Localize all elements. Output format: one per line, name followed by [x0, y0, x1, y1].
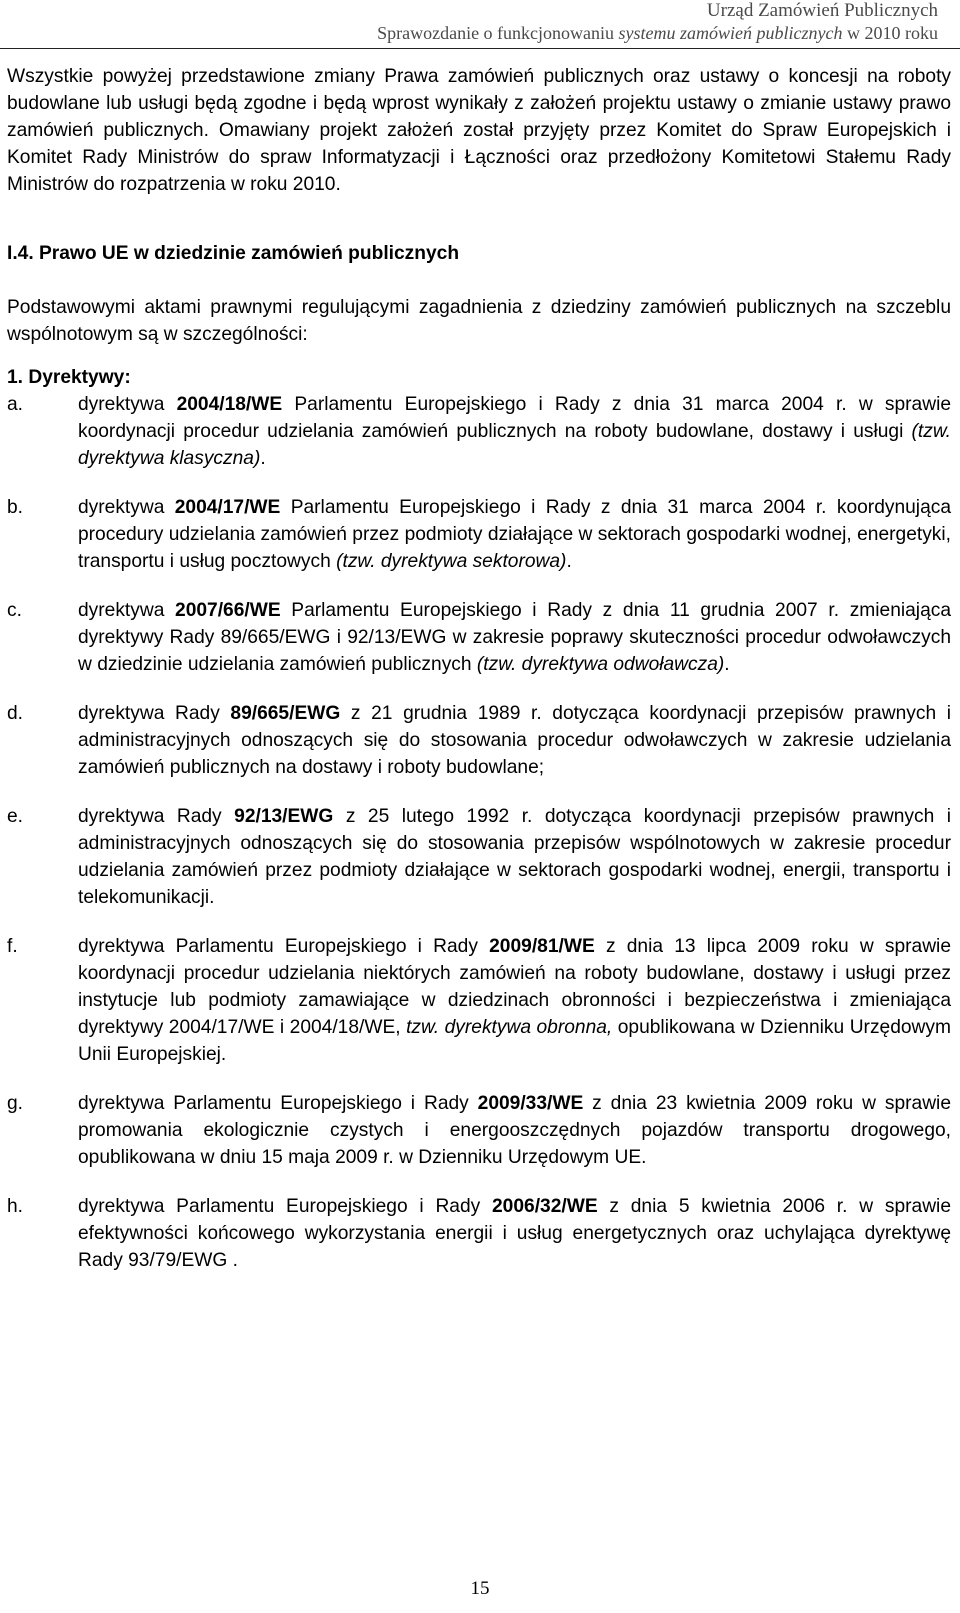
list-item-text: dyrektywa Parlamentu Europejskiego i Rady — [78, 1196, 493, 1217]
list-item-text: Parlamentu Europejskiego i Rady z dnia 31 marca 2004 r. w sprawie koordynacji procedur udzielania zamówień publicznych na roboty budowlane, dostawy i usługi — [78, 394, 951, 442]
list-item — [7, 700, 951, 781]
list-item-marker: c. — [7, 600, 22, 621]
directive-number: 92/13/EWG — [234, 806, 334, 827]
list-item-text: . — [724, 654, 730, 675]
header-report-title-c: w 2010 roku — [842, 23, 938, 43]
list-item — [7, 933, 951, 1068]
section-heading: I.4. Prawo UE w dziedzinie zamówień publicznych — [7, 243, 460, 264]
directives-list — [7, 391, 951, 1274]
directive-nickname: tzw. dyrektywa obronna, — [406, 1017, 613, 1038]
list-item-text: . — [566, 551, 572, 572]
list-item-text: dyrektywa Rady — [78, 703, 231, 724]
list-item-text: opublikowana w Dzienniku Urzędowym Unii Europejskiej. — [78, 1017, 951, 1065]
list-item-text: z dnia 5 kwietnia 2006 r. w sprawie efektywności końcowego wykorzystania energii i usług energetycznych oraz uchylająca dyrektywę Rady 93/79/EWG . — [78, 1196, 951, 1271]
directive-number: 2004/17/WE — [174, 497, 281, 518]
directive-number: 2004/18/WE — [176, 394, 283, 415]
list-item-text: dyrektywa Parlamentu Europejskiego i Rady — [78, 936, 490, 957]
list-item-text: dyrektywa Rady — [78, 806, 235, 827]
document-body — [7, 63, 951, 1274]
list-item-text: Parlamentu Europejskiego i Rady z dnia 31 marca 2004 r. koordynująca procedury udzielania zamówień przez podmioty działające w sektorach gospodarki wodnej, energetyki, transportu i usług pocztowych — [78, 497, 952, 572]
list-item — [7, 1090, 951, 1171]
list-item — [7, 391, 951, 472]
list-item-marker: g. — [7, 1093, 24, 1114]
list-item-text: z 25 lutego 1992 r. dotycząca koordynacji przepisów prawnych i administracyjnych odnoszących się do stosowania przepisów wspólnotowych w zakresie procedur udzielania zamówień przez podmioty działające w sektorach gospodarki wodnej, energii, transportu i telekomunikacji. — [78, 806, 952, 908]
list-item-marker: e. — [7, 806, 24, 827]
intro-paragraph: Wszystkie powyżej przedstawione zmiany Prawa zamówień publicznych oraz ustawy o koncesji na roboty budowlane lub usługi będą zgodne i będą wprost wynikały z założeń projektu ustawy o zmianie ustawy prawo zamówień publicznych. Omawiany projekt założeń został przyjęty przez Komitet do Spraw Europejskich i Komitet Rady Ministrów do spraw Informatyzacji i Łączności oraz przedłożony Komitetowi Stałemu Rady Ministrów do rozpatrzenia w roku 2010. — [7, 66, 951, 195]
page-number: 15 — [470, 1578, 490, 1599]
header-report-title-b: systemu zamówień publicznych — [618, 23, 843, 43]
page-header — [377, 0, 938, 44]
list-item-marker: f. — [7, 936, 18, 957]
directive-number: 2006/32/WE — [492, 1196, 598, 1217]
list-item-text: Parlamentu Europejskiego i Rady z dnia 11 grudnia 2007 r. zmieniająca dyrektywy Rady 89/665/EWG i 92/13/EWG w zakresie poprawy skuteczności procedur odwoławczych w dziedzinie udzielania zamówień publicznych — [78, 600, 952, 675]
list-item-text: z 21 grudnia 1989 r. dotycząca koordynacji przepisów prawnych i administracyjnych odnoszących się do stosowania procedur odwoławczych w zakresie udzielania zamówień publicznych na dostawy i roboty budowlane; — [78, 703, 952, 778]
directive-nickname: (tzw. dyrektywa odwoławcza) — [476, 654, 725, 675]
header-report-title — [377, 22, 938, 44]
list-item — [7, 1193, 951, 1274]
list-item-text: dyrektywa — [78, 600, 176, 621]
list-item-text: dyrektywa — [78, 394, 177, 415]
list-item-marker: h. — [7, 1196, 24, 1217]
list-item-text: z dnia 13 lipca 2009 roku w sprawie koordynacji procedur udzielania niektórych zamówień na roboty budowlane, dostawy i usługi przez instytucje lub podmioty zamawiające w dziedzinach obronności i bezpieczeństwa i zmieniająca dyrektywy 2004/17/WE i 2004/18/WE, — [78, 936, 951, 1038]
list-item-text: dyrektywa Parlamentu Europejskiego i Rady — [78, 1093, 478, 1114]
list-item-text: z dnia 23 kwietnia 2009 roku w sprawie promowania ekologicznie czystych i energooszczędnych pojazdów transportu drogowego, opublikowana w dniu 15 maja 2009 r. w Dzienniku Urzędowym UE. — [78, 1093, 951, 1168]
directive-number: 2007/66/WE — [175, 600, 281, 621]
list-item-marker: b. — [7, 497, 24, 518]
list-item-marker: a. — [7, 394, 24, 415]
directive-nickname: (tzw. dyrektywa klasyczna) — [78, 421, 951, 469]
header-rule — [0, 48, 960, 49]
list-item-marker: d. — [7, 703, 24, 724]
list-item — [7, 803, 951, 911]
list-item-text: dyrektywa — [78, 497, 175, 518]
header-institution: Urząd Zamówień Publicznych — [706, 0, 938, 21]
directive-number: 2009/33/WE — [477, 1093, 584, 1114]
directives-list-heading: 1. Dyrektywy: — [7, 367, 131, 388]
list-item — [7, 494, 951, 575]
directive-number: 89/665/EWG — [230, 703, 341, 724]
list-item-text: . — [260, 448, 266, 469]
section-lead-paragraph: Podstawowymi aktami prawnymi regulującymi zagadnienia z dziedziny zamówień publicznych na szczeblu wspólnotowym są w szczególności: — [7, 297, 951, 345]
directive-number: 2009/81/WE — [489, 936, 595, 957]
directive-nickname: (tzw. dyrektywa sektorowa) — [336, 551, 567, 572]
header-report-title-a: Sprawozdanie o funkcjonowaniu — [377, 23, 619, 43]
list-item — [7, 597, 951, 678]
